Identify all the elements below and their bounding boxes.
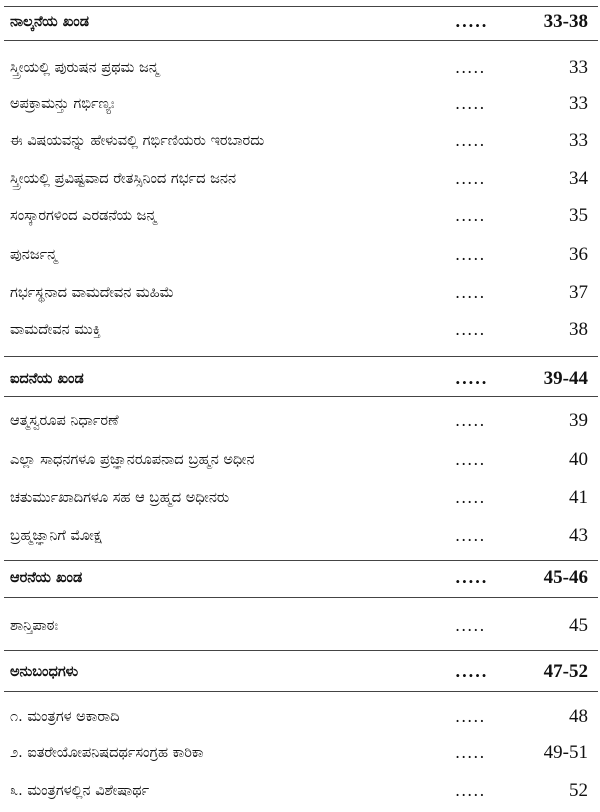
- leader-dots: .....: [455, 488, 486, 507]
- section-title: ನಾಲ್ಕನೆಯ ಖಂಡ: [10, 14, 89, 30]
- entry-title: ಗರ್ಭಸ್ಥನಾದ ವಾಮದೇವನ ಮಹಿಮೆ: [10, 285, 175, 301]
- toc-entry: [0, 777, 600, 805]
- entry-title: ಪುನರ್ಜನ್ಮ: [10, 247, 58, 263]
- leader-dots: .....: [455, 369, 488, 388]
- entry-page-number: 45: [569, 615, 588, 636]
- toc-entry: [0, 54, 600, 82]
- section-title: ಐದನೆಯ ಖಂಡ: [10, 371, 84, 387]
- entry-title: ಬ್ರಹ್ಮಜ್ಞಾನಿಗೆ ಮೋಕ್ಷ: [10, 528, 102, 544]
- section-rule: [4, 691, 598, 692]
- section-title: ಅನುಬಂಧಗಳು: [10, 664, 79, 680]
- leader-dots: .....: [455, 169, 486, 188]
- leader-dots: .....: [455, 206, 486, 225]
- toc-entry: [0, 316, 600, 344]
- entry-page-number: 49-51: [543, 742, 588, 763]
- section-heading: [0, 365, 600, 393]
- section-rule: [4, 560, 598, 561]
- entry-page-number: 52: [569, 780, 588, 801]
- entry-page-number: 38: [569, 319, 588, 340]
- leader-dots: .....: [455, 320, 486, 339]
- entry-title: ೩. ಮಂತ್ರಗಳಲ್ಲಿನ ವಿಶೇಷಾರ್ಥ: [10, 783, 150, 799]
- entry-page-number: 35: [569, 205, 588, 226]
- leader-dots: .....: [455, 781, 486, 800]
- section-rule: [4, 40, 598, 41]
- section-title: ಆರನೆಯ ಖಂಡ: [10, 570, 83, 586]
- section-page-range: 39-44: [543, 368, 588, 389]
- leader-dots: .....: [455, 411, 486, 430]
- leader-dots: .....: [455, 12, 488, 31]
- leader-dots: .....: [455, 94, 486, 113]
- toc-entry: [0, 522, 600, 550]
- entry-title: ಈ ವಿಷಯವನ್ನು ಹೇಳುವಲ್ಲಿ ಗರ್ಭಿಣಿಯರು ಇರಬಾರದು: [10, 133, 265, 149]
- toc-entry: [0, 407, 600, 435]
- toc-entry: [0, 703, 600, 731]
- entry-title: ಶಾನ್ತಿಪಾಠಃ: [10, 618, 59, 634]
- entry-title: ಸ್ತ್ರೀಯಲ್ಲಿ ಪುರುಷನ ಪ್ರಥಮ ಜನ್ಮ: [10, 60, 159, 76]
- toc-entry: [0, 484, 600, 512]
- entry-page-number: 36: [569, 244, 588, 265]
- entry-title: ೨. ಐತರೇಯೋಪನಿಷದರ್ಥಸಂಗ್ರಹ ಕಾರಿಕಾ: [10, 745, 204, 761]
- section-rule: [4, 356, 598, 357]
- toc-entry: [0, 90, 600, 118]
- section-heading: [0, 658, 600, 686]
- section-page-range: 33-38: [543, 11, 588, 32]
- toc-entry: [0, 279, 600, 307]
- leader-dots: .....: [455, 131, 486, 150]
- leader-dots: .....: [455, 662, 488, 681]
- section-rule: [4, 396, 598, 397]
- toc-entry: [0, 446, 600, 474]
- toc-entry: [0, 202, 600, 230]
- entry-page-number: 33: [569, 57, 588, 78]
- entry-page-number: 48: [569, 706, 588, 727]
- section-rule: [4, 597, 598, 598]
- toc-entry: [0, 165, 600, 193]
- entry-page-number: 39: [569, 410, 588, 431]
- entry-page-number: 33: [569, 93, 588, 114]
- entry-title: ವಾಮದೇವನ ಮುಕ್ತಿ: [10, 322, 101, 338]
- leader-dots: .....: [455, 58, 486, 77]
- section-heading: [0, 8, 600, 36]
- toc-entry: [0, 127, 600, 155]
- leader-dots: .....: [455, 568, 488, 587]
- toc-entry: [0, 739, 600, 767]
- entry-title: ಸಂಸ್ಕಾರಗಳಿಂದ ಎರಡನೆಯ ಜನ್ಮ: [10, 208, 157, 224]
- entry-title: ಸ್ತ್ರೀಯಲ್ಲಿ ಪ್ರವಿಷ್ಟವಾದ ರೇತಸ್ಸಿನಿಂದ ಗರ್ಭದ ಜನನ: [10, 171, 237, 187]
- entry-page-number: 41: [569, 487, 588, 508]
- entry-title: ಅಪಕ್ರಾಮನ್ತು ಗರ್ಭಿಣ್ಯಃ: [10, 96, 115, 112]
- section-rule: [4, 6, 598, 7]
- entry-title: ಎಲ್ಲಾ ಸಾಧನಗಳೂ ಪ್ರಜ್ಞಾನರೂಪನಾದ ಬ್ರಹ್ಮನ ಅಧೀನ: [10, 452, 255, 468]
- entry-page-number: 34: [569, 168, 588, 189]
- entry-page-number: 33: [569, 130, 588, 151]
- section-rule: [4, 650, 598, 651]
- entry-page-number: 40: [569, 449, 588, 470]
- entry-page-number: 43: [569, 525, 588, 546]
- leader-dots: .....: [455, 283, 486, 302]
- leader-dots: .....: [455, 526, 486, 545]
- entry-page-number: 37: [569, 282, 588, 303]
- section-page-range: 45-46: [543, 567, 588, 588]
- entry-title: ಆತ್ಮಸ್ವರೂಪ ನಿರ್ಧಾರಣೆ: [10, 413, 119, 429]
- leader-dots: .....: [455, 616, 486, 635]
- section-heading: [0, 564, 600, 592]
- leader-dots: .....: [455, 707, 486, 726]
- leader-dots: .....: [455, 743, 486, 762]
- leader-dots: .....: [455, 450, 486, 469]
- toc-entry: [0, 241, 600, 269]
- toc-entry: [0, 612, 600, 640]
- section-page-range: 47-52: [543, 661, 588, 682]
- entry-title: ಚತುರ್ಮುಖಾದಿಗಳೂ ಸಹ ಆ ಬ್ರಹ್ಮದ ಅಧೀನರು: [10, 490, 230, 506]
- leader-dots: .....: [455, 245, 486, 264]
- entry-title: ೧. ಮಂತ್ರಗಳ ಅಕಾರಾದಿ: [10, 709, 120, 725]
